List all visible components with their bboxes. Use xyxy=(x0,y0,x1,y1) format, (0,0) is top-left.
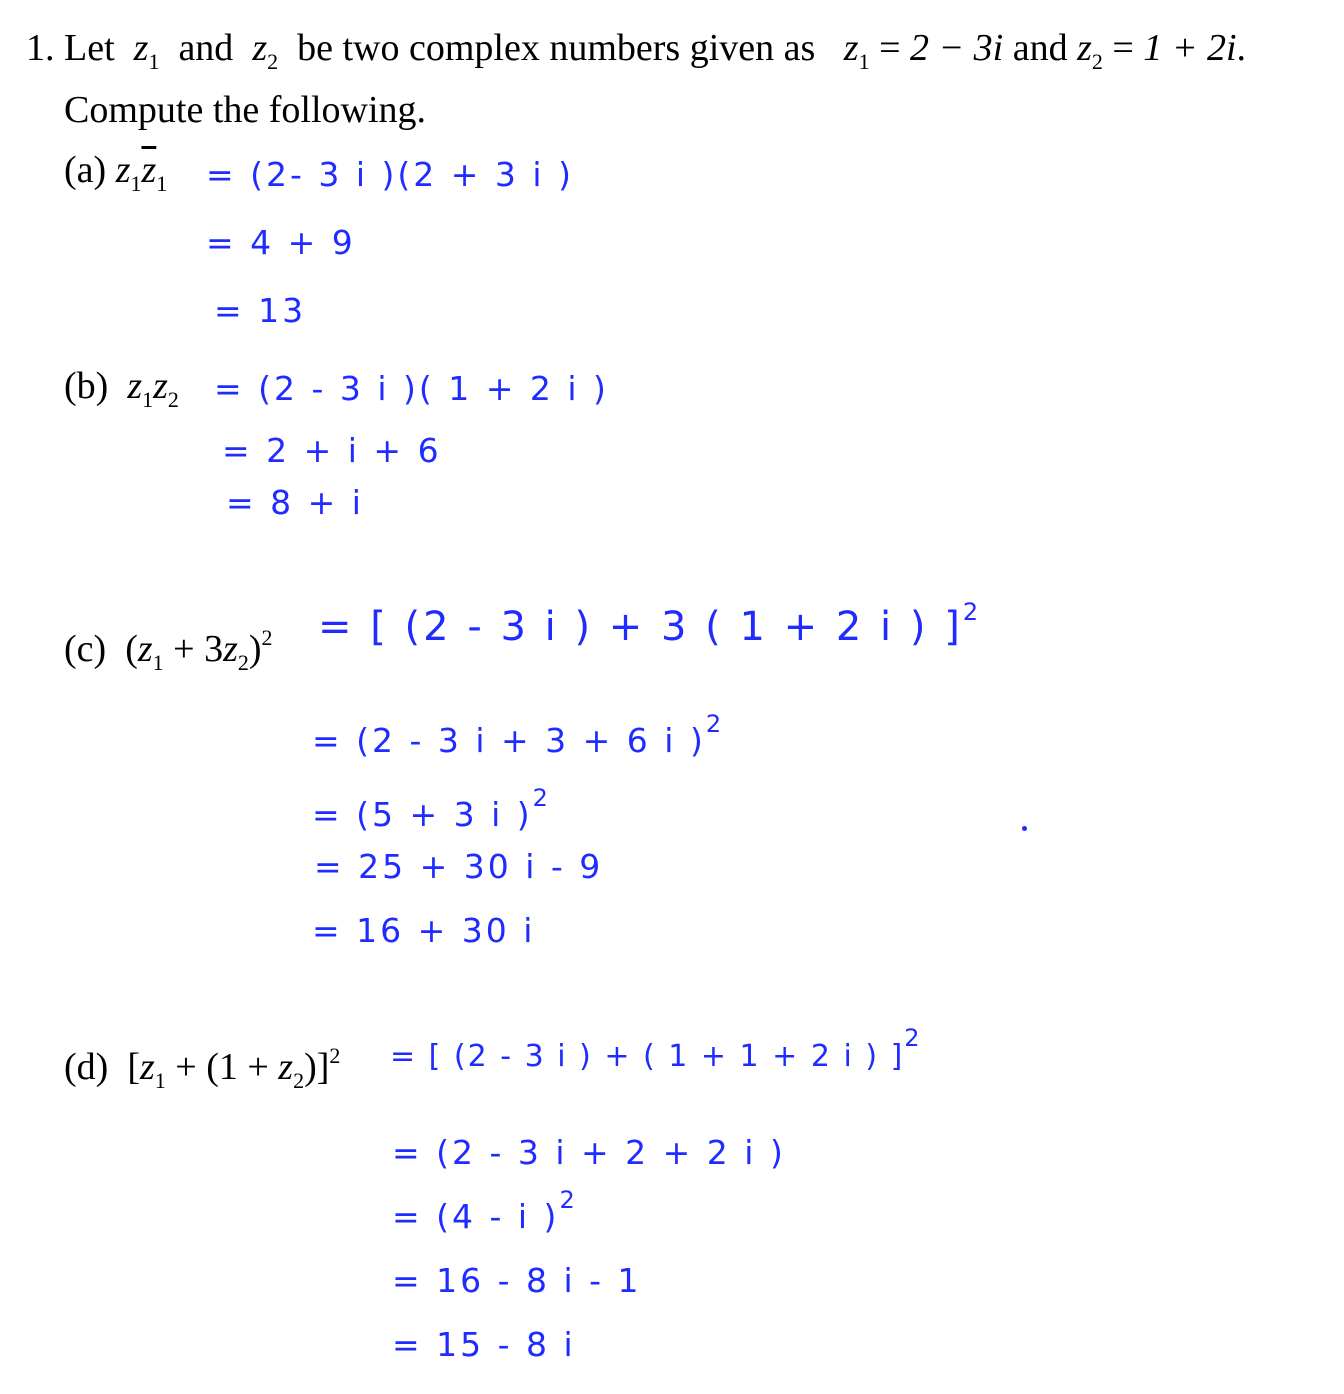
part-c-line-1-exponent: 2 xyxy=(962,598,982,626)
part-d-line-1: = [ (2 - 3 i ) + ( 1 + 1 + 2 i ) ]$^2$ xyxy=(390,1024,923,1074)
part-b-prompt: (b) $z_1z_2$ xyxy=(64,365,179,412)
problem-statement: 1. Let $z_1$ and $z_2$ be two complex numbers given as $z_1 = 2 - 3i$ and $z_2 = 1 + 2i$. xyxy=(26,27,1247,74)
part-b-line-2: = 2 + i + 6 xyxy=(222,431,442,470)
instruction: Compute the following. xyxy=(64,89,427,131)
part-b-line-3: = 8 + i xyxy=(226,483,364,522)
part-d-line-1-exponent: 2 xyxy=(904,1024,923,1052)
part-d-line-3-exponent: 2 xyxy=(559,1186,578,1214)
part-a-line-1: = (2- 3 i )(2 + 3 i ) xyxy=(206,155,574,194)
intro-and: and xyxy=(178,27,234,69)
part-d-line-5: = 15 - 8 i xyxy=(392,1325,576,1364)
part-c-line-4: = 25 + 30 i - 9 xyxy=(314,847,604,886)
part-c-prompt: (c) $(z_1 + 3z_2)^2$ xyxy=(64,625,273,675)
part-d-prompt: (d) $[z_1 + (1 + z_2)]^2$ xyxy=(64,1043,341,1093)
intro-and-2: and xyxy=(1012,27,1068,69)
part-c-line-1: = [ (2 - 3 i ) + 3 ( 1 + 2 i ) ]$^2$ xyxy=(318,598,982,650)
part-b-line-1: = (2 - 3 i )( 1 + 2 i ) xyxy=(214,369,609,408)
intro-text-1: Let xyxy=(64,27,115,69)
part-d-line-2: = (2 - 3 i + 2 + 2 i ) xyxy=(392,1133,786,1172)
part-a-line-3: = 13 xyxy=(214,291,307,330)
part-c-line-3: = (5 + 3 i )$^2$ xyxy=(312,784,551,834)
part-d-line-4: = 16 - 8 i - 1 xyxy=(392,1261,642,1300)
part-c-line-2-exponent: 2 xyxy=(705,710,725,738)
part-d-line-3: = (4 - i )$^2$ xyxy=(392,1186,578,1236)
part-c-line-5: = 16 + 30 i xyxy=(312,911,536,950)
intro-text-2: be two complex numbers given as xyxy=(297,27,816,69)
problem-number: 1. xyxy=(26,27,55,69)
part-c-line-3-exponent: 2 xyxy=(532,784,551,812)
part-a-prompt: (a) $z_1\overline{z}_1$ xyxy=(64,149,168,196)
part-a-line-2: = 4 + 9 xyxy=(206,223,356,262)
part-c-line-2: = (2 - 3 i + 3 + 6 i )$^2$ xyxy=(312,710,725,760)
stray-ink-dot xyxy=(1022,826,1027,831)
z1-definition: 2 − 3i xyxy=(910,27,1004,69)
z2-definition: 1 + 2i xyxy=(1143,27,1237,69)
